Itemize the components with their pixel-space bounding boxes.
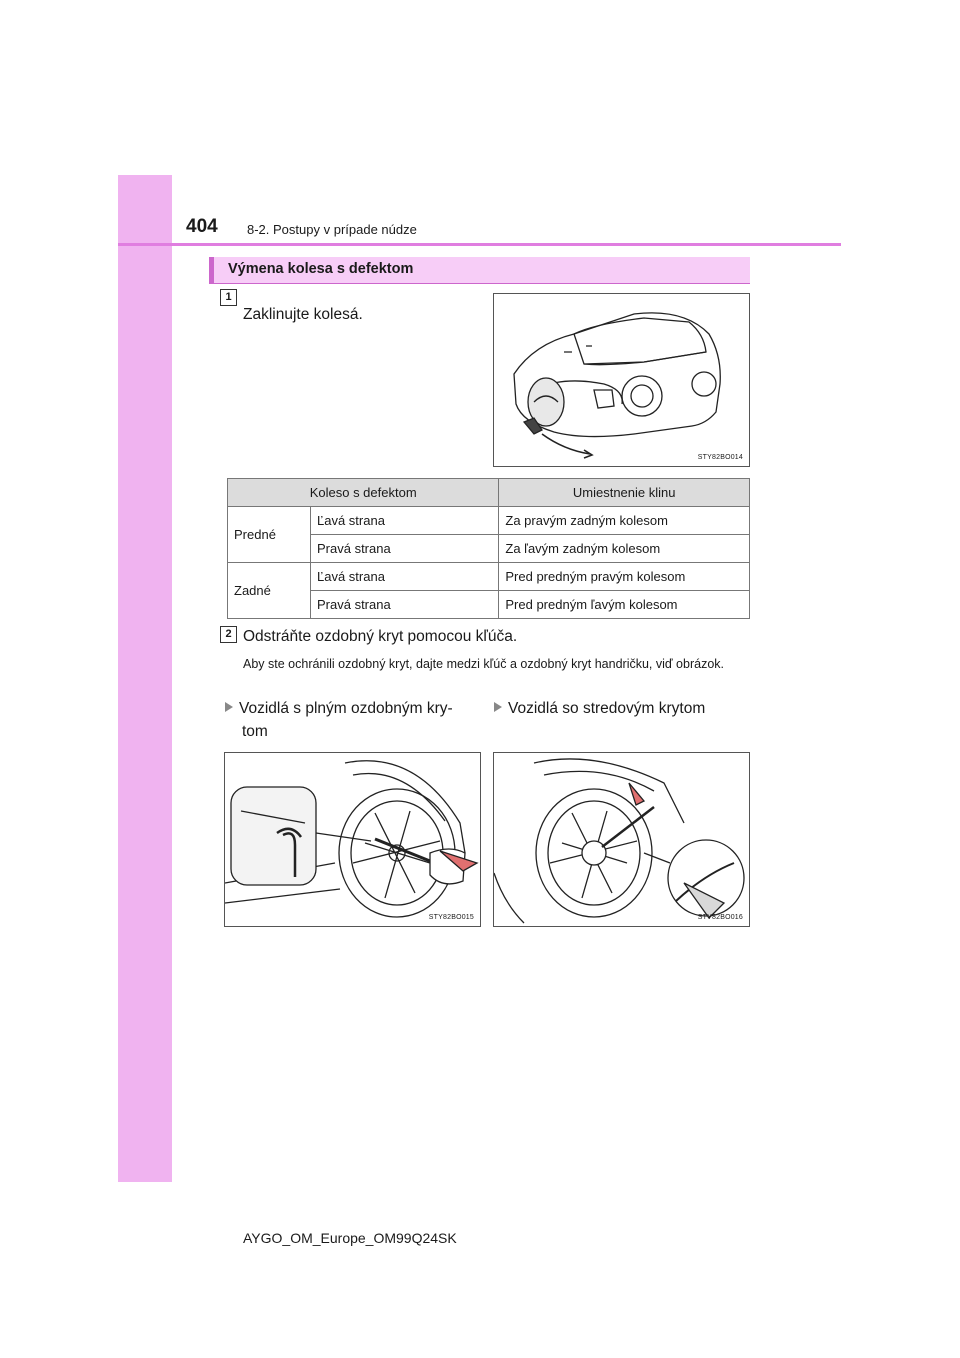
table-cell: Za pravým zadným kolesom (499, 507, 750, 535)
chapter-title: 8-2. Postupy v prípade núdze (247, 222, 417, 237)
triangle-bullet-icon (225, 702, 233, 712)
bullet-full-cover-line2: tom (242, 723, 268, 740)
footer-document-id: AYGO_OM_Europe_OM99Q24SK (243, 1230, 457, 1246)
step-2-badge: 2 (220, 626, 237, 643)
table-cell: Ľavá strana (311, 563, 499, 591)
table-cell: Pravá strana (311, 591, 499, 619)
wheel-full-cover-illustration-icon (225, 753, 480, 926)
wedge-location-table (227, 478, 750, 619)
bullet-center-cover (494, 697, 705, 720)
table-cell: Pred predným pravým kolesom (499, 563, 750, 591)
section-underline (209, 283, 750, 284)
car-wedge-figure (493, 293, 750, 467)
table-header-cell: Koleso s defektom (228, 479, 499, 507)
bullet-center-cover-text: Vozidlá so stredovým krytom (508, 700, 706, 717)
step-1-badge: 1 (220, 289, 237, 306)
figure-code: STY82BO015 (428, 914, 474, 921)
header-divider (118, 243, 841, 246)
full-cover-figure (224, 752, 481, 927)
bullet-full-cover (225, 697, 453, 743)
step-2-text: Odstráňte ozdobný kryt pomocou kľúča. (243, 628, 518, 645)
table-cell: Za ľavým zadným kolesom (499, 535, 750, 563)
page-number: 404 (186, 216, 218, 237)
table-cell: Pravá strana (311, 535, 499, 563)
wheel-center-cover-illustration-icon (494, 753, 749, 926)
figure-code: STY82BO014 (697, 454, 743, 461)
section-heading-bar (209, 257, 750, 283)
table-header-row (228, 479, 750, 507)
chapter-sidebar-tab (118, 175, 172, 1182)
table-row (228, 507, 750, 535)
table-cell: Ľavá strana (311, 507, 499, 535)
table-header-cell: Umiestnenie klinu (499, 479, 750, 507)
figure-code: STY82BO016 (697, 914, 743, 921)
note-text: Aby ste ochránili ozdobný kryt, dajte medzi kľúč a ozdobný kryt handričku, viď obrázok. (243, 657, 724, 671)
table-cell: Pred predným ľavým kolesom (499, 591, 750, 619)
step-1-text: Zaklinujte kolesá. (243, 306, 363, 323)
section-title: Výmena kolesa s defektom (228, 261, 414, 277)
center-cover-figure (493, 752, 750, 927)
car-wedge-illustration-icon (494, 294, 749, 466)
triangle-bullet-icon (494, 702, 502, 712)
table-row (228, 563, 750, 591)
table-group-label: Predné (228, 507, 311, 563)
table-group-label: Zadné (228, 563, 311, 619)
bullet-full-cover-line1: Vozidlá s plným ozdobným kry- (239, 700, 453, 717)
